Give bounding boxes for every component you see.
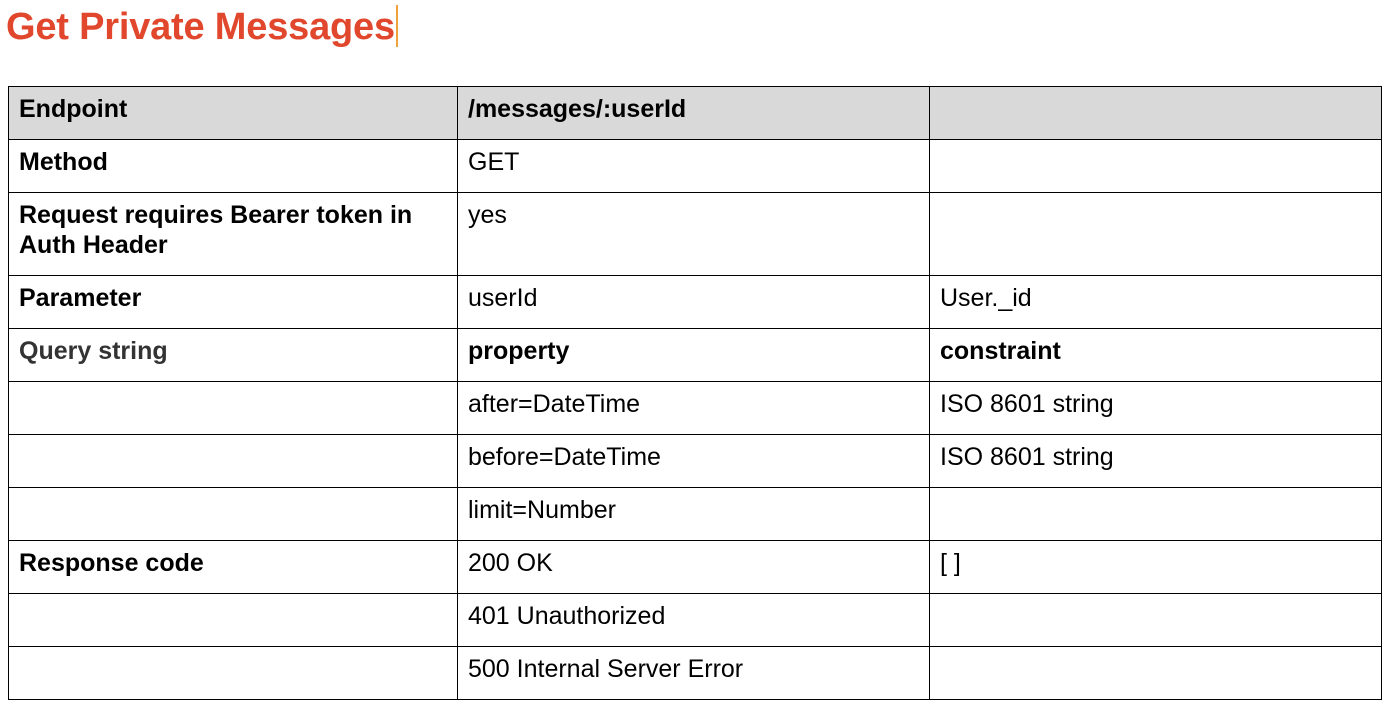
row-label-cell: Parameter [9, 276, 458, 329]
row-extra-cell: ISO 8601 string [930, 382, 1382, 435]
row-label-cell: Query string [9, 329, 458, 382]
header-label-cell: Endpoint [9, 87, 458, 140]
row-extra-cell: ISO 8601 string [930, 435, 1382, 488]
row-value-cell: 200 OK [458, 541, 930, 594]
row-label-cell: Method [9, 140, 458, 193]
row-label-cell: Request requires Bearer token in Auth Header [9, 193, 458, 276]
row-extra-cell: User._id [930, 276, 1382, 329]
row-value-cell: GET [458, 140, 930, 193]
row-value-cell: 500 Internal Server Error [458, 647, 930, 700]
row-label-cell: Response code [9, 541, 458, 594]
text-cursor [396, 5, 398, 47]
api-spec-table [8, 86, 1382, 700]
row-extra-cell [930, 193, 1382, 276]
header-extra-cell [930, 87, 1382, 140]
row-value-cell: after=DateTime [458, 382, 930, 435]
row-extra-cell: [ ] [930, 541, 1382, 594]
table-row-query-string [9, 329, 1382, 382]
row-extra-cell [930, 488, 1382, 541]
table-row-limit [9, 488, 1382, 541]
table-header-row [9, 87, 1382, 140]
row-label-cell [9, 594, 458, 647]
table-row-after [9, 382, 1382, 435]
row-label-cell [9, 382, 458, 435]
table-row-response-200 [9, 541, 1382, 594]
row-value-cell: property [458, 329, 930, 382]
table-row-response-401 [9, 594, 1382, 647]
row-value-cell: 401 Unauthorized [458, 594, 930, 647]
row-value-cell: yes [458, 193, 930, 276]
row-label-cell [9, 488, 458, 541]
table-row-parameter [9, 276, 1382, 329]
row-extra-cell: constraint [930, 329, 1382, 382]
row-value-cell: userId [458, 276, 930, 329]
row-extra-cell [930, 140, 1382, 193]
row-value-cell: before=DateTime [458, 435, 930, 488]
page-title-text: Get Private Messages [6, 6, 395, 48]
table-row-method [9, 140, 1382, 193]
row-extra-cell [930, 647, 1382, 700]
table-row-response-500 [9, 647, 1382, 700]
header-value-cell: /messages/:userId [458, 87, 930, 140]
row-label-cell [9, 435, 458, 488]
row-extra-cell [930, 594, 1382, 647]
row-value-cell: limit=Number [458, 488, 930, 541]
table-row-before [9, 435, 1382, 488]
page-title[interactable] [6, 4, 398, 50]
table-row-auth [9, 193, 1382, 276]
row-label-cell [9, 647, 458, 700]
